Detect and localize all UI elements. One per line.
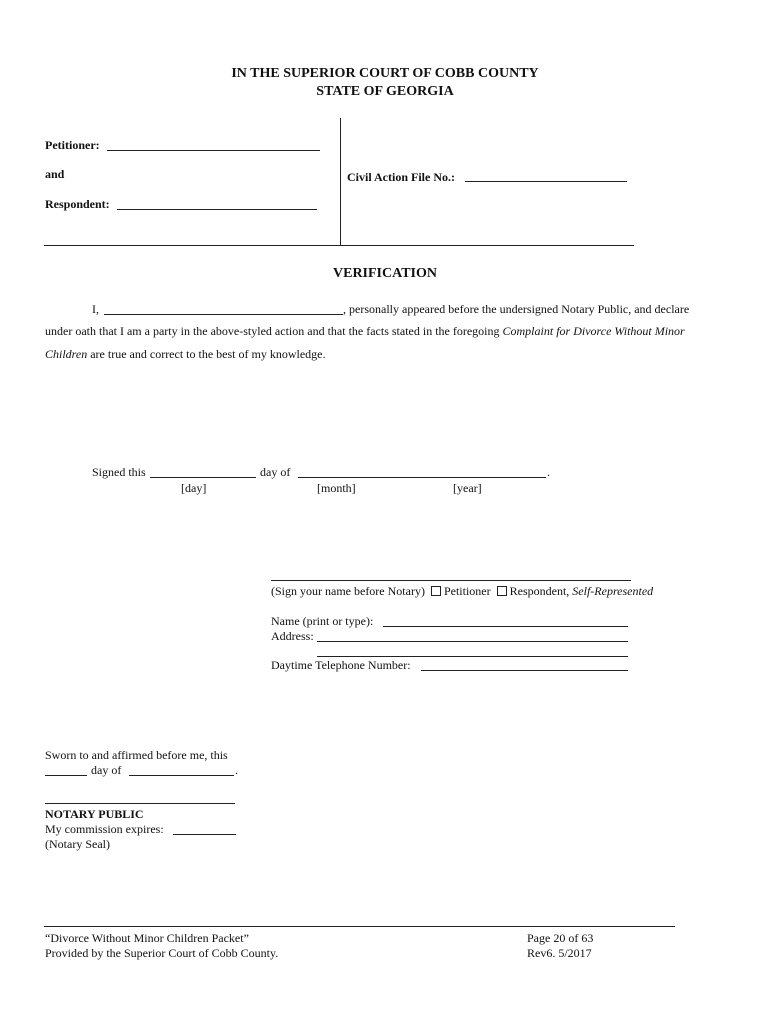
caption-bottom-rule	[44, 245, 634, 246]
footer-rule	[44, 926, 675, 927]
petitioner-label: Petitioner:	[45, 138, 100, 152]
signed-month-year-field[interactable]	[298, 477, 546, 478]
respondent-field[interactable]	[117, 209, 317, 210]
intro-start: I,	[92, 302, 99, 316]
civil-action-label: Civil Action File No.:	[347, 170, 455, 184]
phone-field[interactable]	[421, 670, 628, 671]
page-number: Page 20 of 63	[527, 931, 594, 945]
notary-title: NOTARY PUBLIC	[45, 807, 144, 821]
petitioner-checkbox[interactable]	[431, 586, 441, 596]
signature-line	[271, 584, 653, 599]
packet-name: “Divorce Without Minor Children Packet”	[45, 931, 249, 945]
respondent-option-label: Respondent,	[509, 584, 570, 598]
provided-by: Provided by the Superior Court of Cobb County.	[45, 946, 279, 960]
respondent-label: Respondent:	[45, 197, 110, 211]
signed-period: .	[547, 465, 550, 479]
sworn-day-field[interactable]	[45, 775, 87, 776]
respondent-checkbox[interactable]	[497, 586, 507, 596]
sworn-day-of-label: day of	[91, 763, 122, 777]
commission-field[interactable]	[173, 834, 236, 835]
declarant-name-field[interactable]	[104, 314, 343, 315]
day-hint: [day]	[181, 481, 207, 495]
body-line-3	[45, 347, 325, 362]
phone-label: Daytime Telephone Number:	[271, 658, 411, 672]
notary-signature-field[interactable]	[45, 803, 235, 804]
year-hint: [year]	[453, 481, 482, 495]
complaint-title-part2: Children	[45, 347, 88, 361]
sworn-line: Sworn to and affirmed before me, this	[45, 748, 228, 762]
intro-rest: , personally appeared before the undersigned Notary Public, and declare	[343, 302, 690, 316]
signature-field[interactable]	[271, 580, 631, 581]
address-field-line2[interactable]	[317, 656, 628, 657]
document-title: VERIFICATION	[333, 266, 437, 281]
sworn-month-field[interactable]	[129, 775, 234, 776]
address-label: Address:	[271, 629, 314, 643]
signed-day-of-label: day of	[260, 465, 291, 479]
month-hint: [month]	[317, 481, 356, 495]
signed-this-label: Signed this	[92, 465, 146, 479]
petitioner-field[interactable]	[107, 150, 320, 151]
court-state: STATE OF GEORGIA	[316, 84, 454, 99]
notary-seal: (Notary Seal)	[45, 837, 110, 851]
caption-divider	[340, 118, 341, 245]
sworn-period: .	[235, 763, 238, 777]
name-field[interactable]	[383, 626, 628, 627]
body-line-3-text: are true and correct to the best of my knowledge.	[90, 347, 326, 361]
court-name: IN THE SUPERIOR COURT OF COBB COUNTY	[231, 66, 539, 81]
signed-day-field[interactable]	[150, 477, 256, 478]
name-label: Name (print or type):	[271, 614, 374, 628]
self-represented-label: Self-Represented	[572, 584, 654, 598]
revision: Rev6. 5/2017	[527, 946, 592, 960]
petitioner-option-label: Petitioner	[443, 584, 491, 598]
sign-label: (Sign your name before Notary)	[271, 584, 425, 598]
and-label: and	[45, 167, 65, 181]
body-line-2	[45, 324, 685, 339]
complaint-title-part1: Complaint for Divorce Without Minor	[502, 324, 685, 338]
body-line-2-text: under oath that I am a party in the above-styled action and that the facts stated in the foregoing	[45, 324, 500, 338]
civil-action-field[interactable]	[465, 181, 627, 182]
commission-label: My commission expires:	[45, 822, 164, 836]
address-field-line1[interactable]	[317, 641, 628, 642]
